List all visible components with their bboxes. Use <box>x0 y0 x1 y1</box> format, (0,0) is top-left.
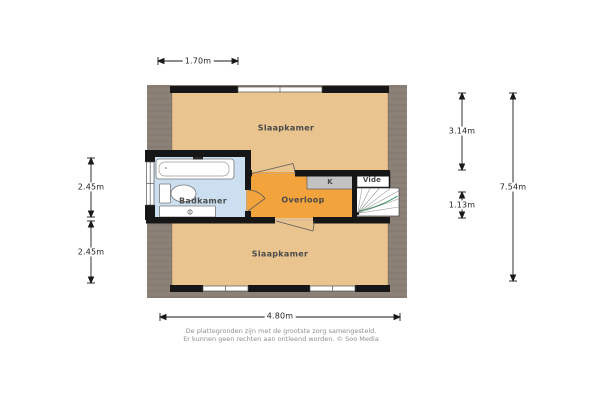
dim-label-right-lower: 1.13m <box>448 200 476 210</box>
stairs <box>354 188 399 216</box>
dim-label-top-width: 1.70m <box>184 56 212 66</box>
window-top <box>238 87 322 92</box>
dim-label-right-total: 7.54m <box>499 182 527 192</box>
dim-label-left-lower: 2.45m <box>77 247 105 257</box>
room-label-landing: Overloop <box>281 195 325 205</box>
dim-label-right-upper: 3.14m <box>448 126 476 136</box>
bathtub <box>156 155 234 179</box>
disclaimer-line-2: Er kunnen geen rechten aan ontleend worden. © Soo Media <box>183 335 379 343</box>
window-bottom-left <box>203 286 248 291</box>
dim-label-left-upper: 2.45m <box>77 182 105 192</box>
window-bottom-right <box>310 286 355 291</box>
window-bathroom-left <box>147 162 155 205</box>
disclaimer-line-1: De plattegronden zijn met de grootste zorg samengesteld. <box>185 327 377 335</box>
bathtub-drain <box>165 167 167 169</box>
room-label-closet: K <box>327 178 333 186</box>
room-label-bedroom-bottom: Slaapkamer <box>251 249 309 259</box>
room-label-bathroom: Badkamer <box>178 196 228 206</box>
dim-label-bottom-width: 4.80m <box>266 311 294 321</box>
room-label-bedroom-top: Slaapkamer <box>257 123 315 133</box>
room-label-void: Vide <box>362 176 382 184</box>
disclaimer <box>183 327 379 343</box>
sink <box>160 206 216 217</box>
